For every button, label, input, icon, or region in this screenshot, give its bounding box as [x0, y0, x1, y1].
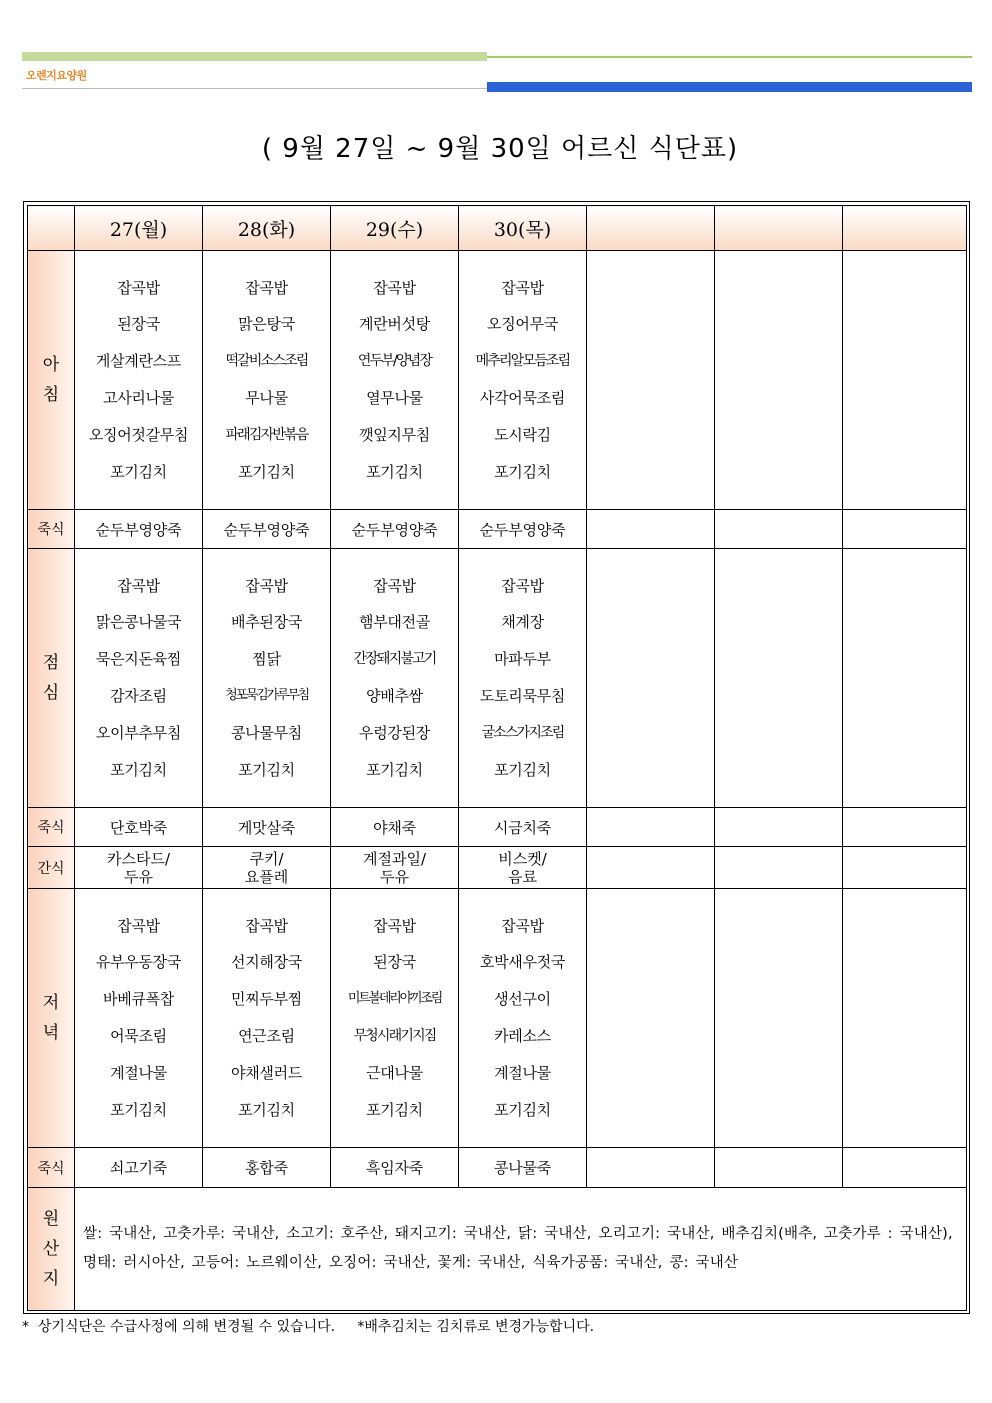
dinner-porridge-row [28, 1148, 967, 1188]
menu-item: 떡갈비소스조림 [225, 353, 308, 370]
dinner-label: 저 녁 [28, 889, 75, 1148]
menu-item: 오이부추무침 [95, 723, 182, 742]
porridge-item: 게맛살죽 [203, 808, 331, 847]
day-header: 29(수) [331, 206, 459, 251]
lunch-day-29 [331, 549, 459, 808]
menu-item: 잡곡밥 [373, 576, 416, 595]
day-header-row [28, 206, 967, 251]
porridge-item: 순두부영양죽 [459, 510, 587, 549]
menu-item: 포기김치 [366, 1100, 423, 1119]
porridge-item: 단호박죽 [75, 808, 203, 847]
porridge-item: 콩나물죽 [459, 1148, 587, 1188]
empty-cell [715, 549, 843, 808]
porridge-item: 순두부영양죽 [331, 510, 459, 549]
empty-cell [843, 808, 967, 847]
menu-item: 잡곡밥 [501, 278, 544, 297]
breakfast-label: 아 침 [28, 251, 75, 510]
breakfast-row [28, 251, 967, 510]
menu-item: 배추된장국 [231, 613, 302, 632]
empty-cell [843, 889, 967, 1148]
snack-item: 카스타드/ 두유 [75, 847, 203, 889]
menu-item: 계절나물 [494, 1063, 551, 1082]
dinner-day-27 [75, 889, 203, 1148]
menu-item: 연두부/양념장 [357, 353, 432, 370]
empty-cell [715, 1148, 843, 1188]
empty-cell [715, 889, 843, 1148]
breakfast-day-27 [75, 251, 203, 510]
menu-item: 맑은콩나물국 [95, 613, 182, 632]
menu-item: 메추리알모듬조림 [475, 353, 570, 370]
menu-item: 포기김치 [494, 1100, 551, 1119]
empty-cell [587, 549, 715, 808]
snack-row [28, 847, 967, 889]
header-blue-bar [487, 82, 972, 92]
menu-item: 파래김자반볶음 [225, 426, 308, 443]
menu-item: 마파두부 [494, 650, 551, 669]
porridge-item: 순두부영양죽 [203, 510, 331, 549]
menu-item: 청포묵김가루무침 [225, 688, 308, 703]
lunch-row [28, 549, 967, 808]
dinner-row [28, 889, 967, 1148]
day-header: 27(월) [75, 206, 203, 251]
dinner-day-30 [459, 889, 587, 1148]
empty-cell [715, 847, 843, 889]
menu-item: 맑은탕국 [238, 315, 295, 334]
menu-item: 오징어젓갈무침 [88, 425, 189, 444]
day-header: 30(목) [459, 206, 587, 251]
menu-item: 유부우동장국 [95, 953, 182, 972]
weekly-menu-table [27, 205, 967, 1311]
empty-cell [587, 889, 715, 1148]
lunch-label: 점 심 [28, 549, 75, 808]
menu-item: 포기김치 [110, 462, 167, 481]
porridge-label: 죽식 [28, 510, 75, 549]
empty-cell [587, 510, 715, 549]
menu-item: 잡곡밥 [117, 576, 160, 595]
snack-item: 비스켓/ 음료 [459, 847, 587, 889]
snack-label: 간식 [28, 847, 75, 889]
snack-item: 쿠키/ 요플레 [203, 847, 331, 889]
lunch-porridge-row [28, 808, 967, 847]
menu-item: 무나물 [245, 389, 288, 407]
empty-cell [843, 847, 967, 889]
menu-item: 야채샐러드 [231, 1063, 302, 1082]
menu-item: 잡곡밥 [373, 278, 416, 297]
footnote: * 상기식단은 수급사정에 의해 변경될 수 있습니다. *배추김치는 김치류로 변경가능합니다. [22, 1319, 595, 1335]
menu-item: 민찌두부찜 [231, 990, 302, 1009]
breakfast-day-30 [459, 251, 587, 510]
menu-item: 미트볼데리야끼조림 [347, 991, 442, 1007]
menu-item: 오징어무국 [487, 315, 558, 334]
header-green-bar [22, 52, 487, 61]
menu-item: 깻잎지무침 [359, 425, 430, 444]
menu-item: 고사리나물 [103, 389, 174, 407]
menu-item: 감자조림 [110, 687, 167, 705]
menu-table-frame [23, 201, 970, 1314]
empty-cell [843, 549, 967, 808]
menu-item: 우렁강된장 [359, 723, 430, 742]
menu-item: 포기김치 [366, 462, 423, 481]
empty-cell [587, 808, 715, 847]
breakfast-day-29 [331, 251, 459, 510]
porridge-item: 쇠고기죽 [75, 1148, 203, 1188]
menu-item: 게살계란스프 [95, 352, 182, 371]
menu-item: 된장국 [373, 953, 416, 972]
menu-item: 햄부대전골 [359, 613, 430, 632]
menu-item: 채계장 [501, 613, 544, 632]
menu-item: 도시락김 [494, 425, 551, 444]
breakfast-day-28 [203, 251, 331, 510]
menu-item: 호박새우젓국 [479, 953, 566, 972]
lunch-day-28 [203, 549, 331, 808]
menu-item: 된장국 [117, 315, 160, 334]
menu-item: 연근조림 [238, 1027, 295, 1045]
breakfast-porridge-row [28, 510, 967, 549]
menu-item: 사각어묵조림 [479, 389, 566, 407]
dinner-day-28 [203, 889, 331, 1148]
menu-item: 포기김치 [110, 1100, 167, 1119]
menu-item: 잡곡밥 [501, 576, 544, 595]
empty-day-header [587, 206, 715, 251]
empty-cell [587, 1148, 715, 1188]
lunch-day-30 [459, 549, 587, 808]
menu-item: 잡곡밥 [501, 916, 544, 935]
menu-item: 굴소스가지조림 [481, 724, 564, 741]
header-green-line [487, 56, 972, 58]
menu-item: 포기김치 [110, 760, 167, 779]
menu-item: 계절나물 [110, 1063, 167, 1082]
menu-item: 포기김치 [494, 760, 551, 779]
menu-item: 선지해장국 [231, 953, 302, 972]
menu-item: 잡곡밥 [373, 916, 416, 935]
empty-cell [715, 510, 843, 549]
porridge-item: 흑임자죽 [331, 1148, 459, 1188]
menu-item: 양배추쌈 [366, 687, 423, 705]
porridge-label: 죽식 [28, 808, 75, 847]
page-title: ( 9월 27일 ~ 9월 30일 어르신 식단표) [261, 134, 739, 164]
porridge-item: 순두부영양죽 [75, 510, 203, 549]
day-header: 28(화) [203, 206, 331, 251]
empty-cell [843, 1148, 967, 1188]
empty-cell [587, 251, 715, 510]
menu-item: 포기김치 [238, 1100, 295, 1119]
porridge-label: 죽식 [28, 1148, 75, 1188]
header-gray-line [22, 88, 487, 89]
corner-cell [28, 206, 75, 251]
origin-statement: 쌀: 국내산, 고춧가루: 국내산, 소고기: 호주산, 돼지고기: 국내산, 닭: 국내산, 오리고기: 국내산, 배추김치(배추, 고춧가루 : 국내산), 명태: 러시아산, 고등어: 노르웨이산, 오징어: 국내산, 꽃게: 국내산, 식육가공품: 국내산, 콩: 국내산 [75, 1188, 967, 1311]
empty-cell [843, 510, 967, 549]
menu-item: 잡곡밥 [117, 278, 160, 297]
menu-item: 잡곡밥 [245, 916, 288, 935]
menu-item: 어묵조림 [110, 1027, 167, 1045]
menu-item: 계란버섯탕 [359, 315, 430, 334]
dinner-day-29 [331, 889, 459, 1148]
menu-item: 포기김치 [238, 462, 295, 481]
origin-label: 원 산 지 [28, 1188, 75, 1311]
empty-cell [715, 808, 843, 847]
menu-item: 찜닭 [252, 650, 281, 669]
lunch-day-27 [75, 549, 203, 808]
empty-cell [843, 251, 967, 510]
menu-item: 콩나물무침 [231, 723, 302, 742]
porridge-item: 시금치죽 [459, 808, 587, 847]
menu-item: 간장돼지불고기 [353, 651, 436, 668]
empty-cell [715, 251, 843, 510]
empty-day-header [715, 206, 843, 251]
menu-item: 카레소스 [494, 1027, 551, 1045]
menu-item: 포기김치 [494, 462, 551, 481]
menu-item: 바베큐폭찹 [103, 990, 174, 1009]
empty-day-header [843, 206, 967, 251]
origin-row [28, 1188, 967, 1311]
menu-item: 생선구이 [494, 990, 551, 1009]
menu-item: 포기김치 [366, 760, 423, 779]
menu-item: 잡곡밥 [245, 278, 288, 297]
snack-item: 계절과일/ 두유 [331, 847, 459, 889]
menu-item: 묵은지돈육찜 [95, 650, 182, 669]
menu-item: 잡곡밥 [117, 916, 160, 935]
menu-item: 잡곡밥 [245, 576, 288, 595]
menu-item: 도토리묵무침 [479, 687, 566, 705]
menu-item: 포기김치 [238, 760, 295, 779]
porridge-item: 야채죽 [331, 808, 459, 847]
porridge-item: 홍합죽 [203, 1148, 331, 1188]
menu-item: 열무나물 [366, 389, 423, 407]
facility-logo-text: 오렌지요양원 [26, 69, 87, 82]
menu-item: 무청시래기지짐 [353, 1028, 436, 1044]
empty-cell [587, 847, 715, 889]
menu-item: 근대나물 [366, 1063, 423, 1082]
